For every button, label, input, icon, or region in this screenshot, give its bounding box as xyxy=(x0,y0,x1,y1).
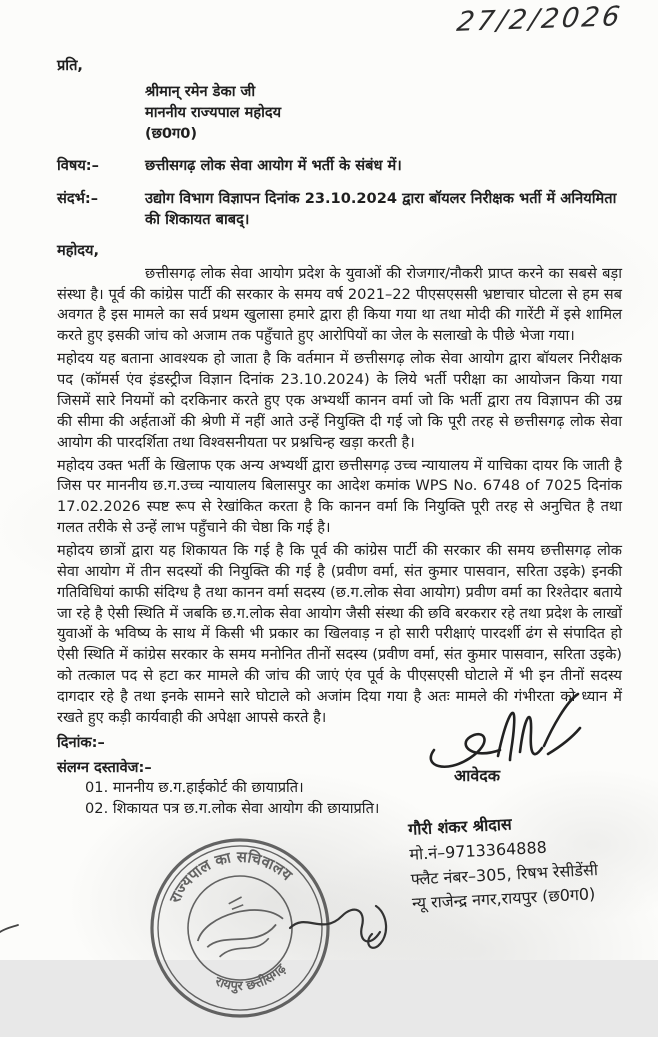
subject-label: विषय:– xyxy=(57,157,99,175)
subject-text: छत्तीसगढ़ लोक सेवा आयोग में भर्ती के संबंध में। xyxy=(145,157,402,175)
reference-row xyxy=(57,189,622,231)
signatory-address-line1: फ्लैट नंबर–305, रिषभ रेसीडेंसी xyxy=(410,859,599,889)
pen-edge-mark-icon xyxy=(0,922,20,936)
stamp-bottom-text: रायपुर छत्तीसगढ़ xyxy=(213,961,290,995)
applicant-label: आवेदक xyxy=(454,766,501,785)
enclosure-item: 02. शिकायत पत्र छ.ग.लोक सेवा आयोग की छायाप्रति। xyxy=(85,800,380,818)
recipient-state: (छ0ग0) xyxy=(145,125,198,143)
handwritten-mark-icon xyxy=(288,892,398,960)
stamp-top-text: राज्यपाल का सचिवालय xyxy=(165,847,296,906)
handwritten-date: 27/2/2026 xyxy=(454,1,625,38)
to-label: प्रति, xyxy=(57,57,83,74)
salutation: महोदय, xyxy=(57,241,100,259)
signatory-address-line2: न्यू राजेन्द्र नगर,रायपुर (छ0ग0) xyxy=(411,884,596,914)
recipient-name: श्रीमान् रमेन डेका जी xyxy=(145,82,256,100)
paragraph-1: छत्तीसगढ़ लोक सेवा आयोग प्रदेश के युवाओं की रोजगार/नौकरी प्राप्त करने का सबसे बड़ा संस्था है। पूर्व की कांग्रेस पार्टी की सरकार के समय वर्ष 2021–22 पीएसएससी भ्रष्टाचार घोटला से हम सब अवगत है इस मामले का सर्व प्रथम खुलासा हमारे द्वारा ही किया गया था तथा मोदी की गारेंटी में इसे शामिल करते हुए इसकी जांच को अजाम तक पहुँचाते हुए आरोपियों का जेल के सलाखो के पीछे भेजा गया। xyxy=(57,264,622,345)
paragraph-2: महोदय यह बताना आवश्यक हो जाता है कि वर्तमान में छत्तीसगढ़ लोक सेवा आयोग द्वारा बॉयलर निरीक्षक पद (कॉमर्स एंव इंडस्ट्रीज विज्ञान दिनांक 23.10.2024) के लिये भर्ती परीक्षा का आयोजन किया गया जिसमें सारे नियमों को दरकिनार करते हुए एक अभ्यर्थी कानन वर्मा जो कि भर्ती द्वारा तय विज्ञापन की उम्र की सीमा की अर्हताओं की श्रेणी में नहीं आते उन्हें नियुक्ति दी गई जो कि पूरी तरह से छत्तीसगढ़ लोक सेवा आयोग की पारदर्शिता तथा विश्वसनीयता पर प्रश्नचिन्ह खड़ा करती है। xyxy=(57,350,622,451)
date-label: दिनांक:– xyxy=(57,733,105,751)
signatory-name: गौरी शंकर श्रीदास xyxy=(407,814,513,839)
signatory-phone: मो.नं–9713364888 xyxy=(408,837,548,864)
signature-block xyxy=(392,688,632,914)
paragraph-4: महोदय छात्रों द्वारा यह शिकायत कि गई है कि पूर्व की कांग्रेस पार्टी की सरकार की समय छत्तीसगढ़ लोक सेवा आयोग में तीन सदस्यों की नियुक्ति की गई है (प्रवीण वर्मा, संत कुमार पासवान, सरिता उइके) इनकी गतिविधियां काफी संदिग्ध है तथा कानन वर्मा सदस्य (छ.ग.लोक सेवा आयोग) प्रवीण वर्मा का रिश्तेदार बताये जा रहे है ऐसी स्थिति में जबकि छ.ग.लोक सेवा आयोग जैसी संस्था की छवि बरकरार रहे तथा प्रदेश के लाखों युवाओं के भविष्य के साथ में किसी भी प्रकार का खिलवाड़ न हो सारी परीक्षाएं पारदर्शी ढंग से संपादित हो ऐसी स्थिति में कांग्रेस सरकार के समय मनोनित तीनों सदस्य (प्रवीण वर्मा, संत कुमार पासवान, सरिता उइके) को तत्काल पद से हटा कर मामले की जांच की जाएं एंव पूर्व के पीएसएसी घोटाले में भी इन तीनों सदस्य दागदार रहे है तथा इनके सामने सारे घोटाले को अजांम दिया गया है अतः मामले की गंभीरता को ध्यान में रखते हुए कड़ी कार्यवाही की अपेक्षा आपसे करते है। xyxy=(57,541,622,726)
paragraph-3: महोदय उक्त भर्ती के खिलाफ एक अन्य अभ्यर्थी द्वारा छत्तीसगढ़ उच्च न्यायालय में याचिका दायर कि जाती है जिस पर माननीय छ.ग.उच्च न्यायालय बिलासपुर का आदेश कमांक WPS No. 6748 of 7025 दिनांक 17.02.2026 स्पष्ट रूप से रेखांकित करता है कि कानन वर्मा कि नियुक्ति पूरी तरह से अनुचित है तथा गलत तरीके से उन्हें लाभ पहुँचाने की चेष्ठा कि गई है। xyxy=(57,456,622,537)
subject-row xyxy=(57,156,622,177)
signatory-details xyxy=(408,806,635,917)
recipient-title: माननीय राज्यपाल महोदय xyxy=(145,104,282,122)
recipient-block xyxy=(145,81,622,144)
enclosure-item: 01. माननीय छ.ग.हाईकोर्ट की छायाप्रति। xyxy=(85,779,304,797)
reference-text: उद्योग विभाग विज्ञापन दिनांक 23.10.2024 द्वारा बॉयलर निरीक्षक भर्ती में अनियमिता की शिकायत बाबद्‌। xyxy=(145,190,617,229)
enclosures-label: संलग्न दस्तावेज:– xyxy=(57,758,152,776)
reference-label: संदर्भ:– xyxy=(57,190,99,208)
svg-text:रायपुर छत्तीसगढ़ xyxy=(209,959,292,1001)
